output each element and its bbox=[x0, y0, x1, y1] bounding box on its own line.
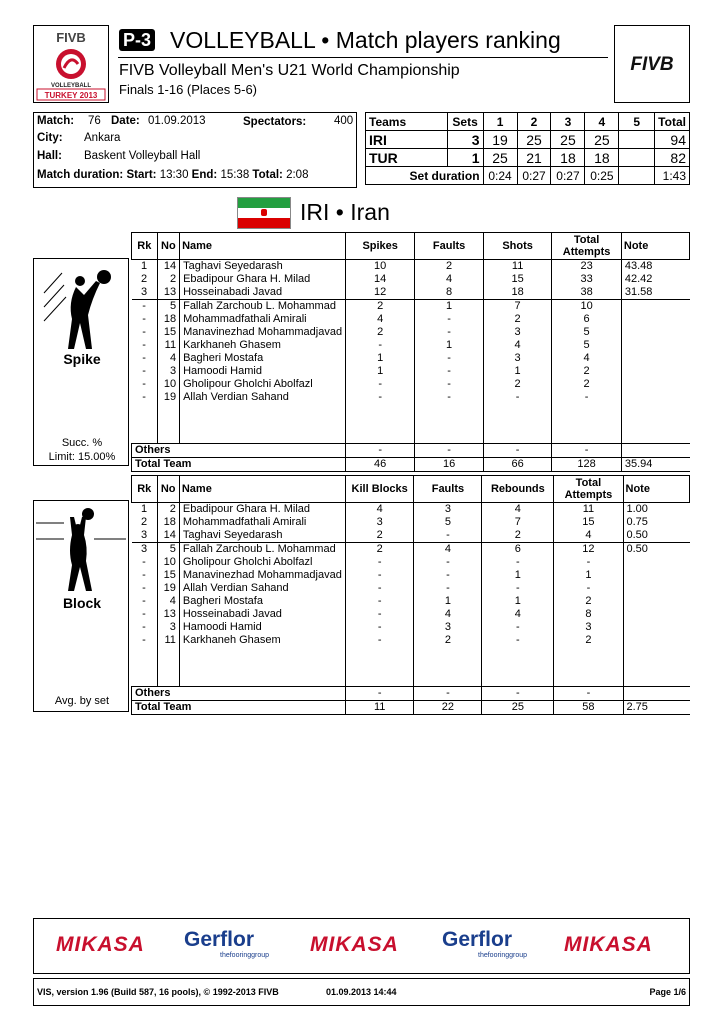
page-footer bbox=[33, 978, 690, 1006]
match-info-panel bbox=[33, 112, 357, 188]
match-date: 01.09.2013 bbox=[148, 115, 206, 127]
filler-row bbox=[132, 430, 690, 444]
player-row: - 18 Mohammadfathali Amirali 4 - 2 6 bbox=[132, 313, 690, 326]
event-logo bbox=[33, 25, 109, 103]
mikasa-logo-2: MIKASA bbox=[310, 933, 399, 956]
match-number: 76 bbox=[88, 115, 101, 127]
total-team-row: Total Team 46 16 66 128 35.94 bbox=[132, 458, 690, 472]
player-row: - 11 Karkhaneh Ghasem - 1 4 5 bbox=[132, 339, 690, 352]
player-row: 3 14 Taghavi Seyedarash 2 - 2 4 0.50 bbox=[132, 529, 690, 543]
page-badge: P-3 bbox=[119, 29, 155, 51]
player-row: - 5 Fallah Zarchoub L. Mohammad 2 1 7 10 bbox=[132, 300, 690, 314]
player-row: - 10 Gholipour Gholchi Abolfazl - - 2 2 bbox=[132, 378, 690, 391]
match-label: Match: bbox=[37, 115, 75, 127]
hall-label: Hall: bbox=[37, 150, 62, 162]
svg-text:FIVB: FIVB bbox=[56, 30, 86, 45]
player-row: - 15 Manavinezhad Mohammadjavad - - 1 1 bbox=[132, 569, 690, 582]
player-row: - 3 Hamoodi Hamid - 3 - 3 bbox=[132, 621, 690, 634]
player-row: - 10 Gholipour Gholchi Abolfazl - - - - bbox=[132, 556, 690, 569]
player-row: 2 18 Mohammadfathali Amirali 3 5 7 15 0.75 bbox=[132, 516, 690, 529]
spike-label: Spike bbox=[63, 351, 101, 367]
player-row: 3 5 Fallah Zarchoub L. Mohammad 2 4 6 12 0.50 bbox=[132, 543, 690, 557]
scores-header-row: Teams Sets 1 2 3 4 5 Total bbox=[366, 113, 690, 131]
player-row: 2 2 Ebadipour Ghara H. Milad 14 4 15 33 42.42 bbox=[132, 273, 690, 286]
spike-table bbox=[131, 232, 690, 472]
title-divider bbox=[118, 57, 608, 58]
iran-flag bbox=[237, 197, 291, 229]
footer-page: Page 1/6 bbox=[649, 987, 686, 997]
player-row: 1 14 Taghavi Seyedarash 10 2 11 23 43.48 bbox=[132, 260, 690, 274]
player-row: - 4 Bagheri Mostafa - 1 1 2 bbox=[132, 595, 690, 608]
spike-player-icon bbox=[42, 263, 122, 353]
team-name: IRI • Iran bbox=[300, 199, 390, 225]
sponsor-banner bbox=[33, 918, 690, 974]
mikasa-logo-3: MIKASA bbox=[564, 933, 653, 956]
set-duration-row: Set duration 0:24 0:27 0:27 0:25 1:43 bbox=[366, 167, 690, 185]
footer-version: VIS, version 1.96 (Build 587, 16 pools), © 1992-2013 FIVB bbox=[37, 987, 279, 997]
gerflor-logo-1: Gerflor bbox=[184, 928, 255, 951]
total-team-row: Total Team 11 22 25 58 2.75 bbox=[132, 701, 690, 715]
player-row: - 15 Manavinezhad Mohammadjavad 2 - 3 5 bbox=[132, 326, 690, 339]
set-scores-table bbox=[365, 112, 690, 185]
spike-note-succ: Succ. % bbox=[61, 437, 103, 449]
footer-printed: 01.09.2013 14:44 bbox=[326, 987, 397, 997]
block-player-icon bbox=[34, 505, 128, 595]
player-row: - 11 Karkhaneh Ghasem - 2 - 2 bbox=[132, 634, 690, 647]
city-value: Ankara bbox=[84, 132, 121, 144]
gerflor-tagline-2: thefooringgroup bbox=[478, 952, 528, 959]
fivb-logo bbox=[614, 25, 690, 103]
mikasa-logo-1: MIKASA bbox=[56, 933, 145, 956]
gerflor-tagline-1: thefooringgroup bbox=[220, 952, 270, 959]
championship-title: FIVB Volleyball Men's U21 World Championship bbox=[119, 62, 460, 79]
svg-text:TURKEY 2013: TURKEY 2013 bbox=[44, 91, 98, 100]
gerflor-logo-2: Gerflor bbox=[442, 928, 513, 951]
player-row: - 4 Bagheri Mostafa 1 - 3 4 bbox=[132, 352, 690, 365]
player-row: - 19 Allah Verdian Sahand - - - - bbox=[132, 391, 690, 404]
others-row: Others - - - - bbox=[132, 444, 690, 458]
player-row: - 3 Hamoodi Hamid 1 - 1 2 bbox=[132, 365, 690, 378]
spike-header-row: Rk No Name Spikes Faults Shots Total Attempts Note bbox=[132, 233, 690, 260]
player-row: 1 2 Ebadipour Ghara H. Milad 4 3 4 11 1.00 bbox=[132, 503, 690, 517]
city-label: City: bbox=[37, 132, 63, 144]
filler-row bbox=[132, 647, 690, 660]
spectators-count: 400 bbox=[334, 115, 354, 127]
scores-row-iri: IRI 3 19 25 25 25 94 bbox=[366, 131, 690, 149]
page-title: VOLLEYBALL • Match players ranking bbox=[170, 27, 561, 53]
block-header-row: Rk No Name Kill Blocks Faults Rebounds Total Attempts Note bbox=[132, 476, 690, 503]
scores-row-tur: TUR 1 25 21 18 18 82 bbox=[366, 149, 690, 167]
block-label: Block bbox=[62, 595, 102, 611]
filler-row bbox=[132, 417, 690, 430]
player-row: - 19 Allah Verdian Sahand - - - - bbox=[132, 582, 690, 595]
svg-text:FIVB: FIVB bbox=[630, 54, 674, 75]
player-row: - 13 Hosseinabadi Javad - 4 4 8 bbox=[132, 608, 690, 621]
hall-value: Baskent Volleyball Hall bbox=[84, 150, 201, 162]
others-row: Others - - - - bbox=[132, 687, 690, 701]
svg-text:VOLLEYBALL: VOLLEYBALL bbox=[51, 83, 91, 89]
block-note-avg: Avg. by set bbox=[54, 695, 110, 707]
date-label: Date: bbox=[111, 115, 140, 127]
filler-row bbox=[132, 673, 690, 687]
spectators-label: Spectators: bbox=[243, 116, 307, 128]
filler-row bbox=[132, 404, 690, 417]
spike-note-limit: Limit: 15.00% bbox=[48, 451, 116, 463]
block-side-panel bbox=[33, 500, 129, 712]
match-duration: Match duration: Start: 13:30 End: 15:38 Total: 2:08 bbox=[37, 169, 309, 181]
player-row: 3 13 Hosseinabadi Javad 12 8 18 38 31.58 bbox=[132, 286, 690, 300]
phase-title: Finals 1-16 (Places 5-6) bbox=[119, 82, 257, 97]
filler-row bbox=[132, 660, 690, 673]
spike-side-panel bbox=[33, 258, 129, 466]
block-table bbox=[131, 475, 690, 715]
